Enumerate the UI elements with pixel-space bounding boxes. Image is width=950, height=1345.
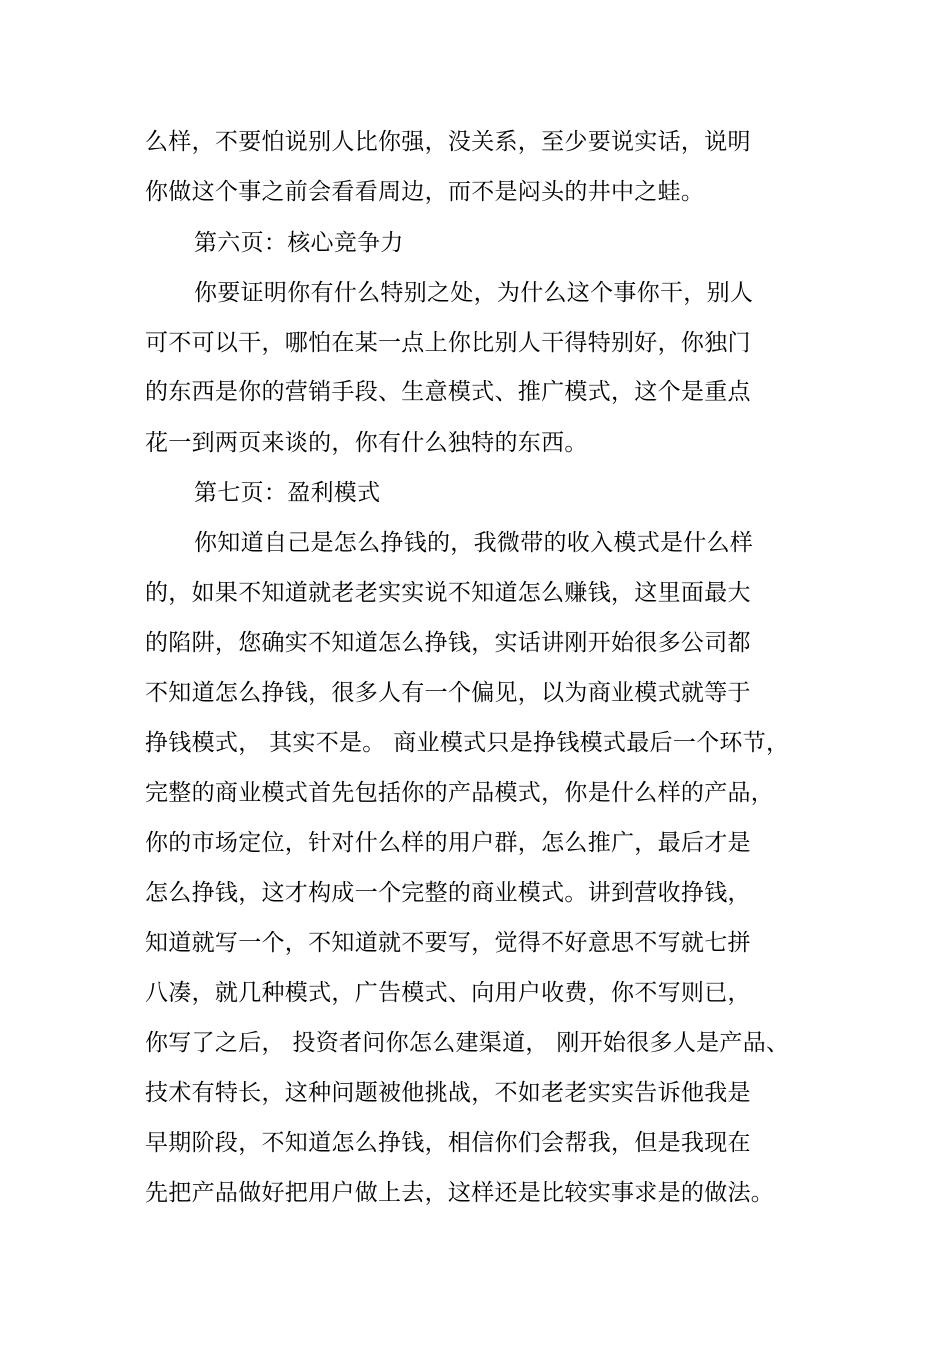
body-text-line: 你做这个事之前会看看周边，而不是闷头的井中之蛙。 xyxy=(145,179,705,205)
body-text-line: 可不可以干，哪怕在某一点上你比别人干得特别好，你独门 xyxy=(145,330,751,356)
body-text-line: 怎么挣钱，这才构成一个完整的商业模式。讲到营收挣钱， xyxy=(145,880,751,906)
section-heading: 第七页：盈利模式 xyxy=(194,480,381,506)
body-text-line: 么样，不要怕说别人比你强，没关系，至少要说实话，说明 xyxy=(145,129,751,155)
body-text-line: 先把产品做好把用户做上去，这样还是比较实事求是的做法。 xyxy=(145,1180,775,1206)
section-heading: 第六页：核心竞争力 xyxy=(194,230,404,256)
body-text-line: 技术有特长，这种问题被他挑战，不如老老实实告诉他我是 xyxy=(145,1080,751,1106)
body-text-line: 不知道怎么挣钱，很多人有一个偏见，以为商业模式就等于 xyxy=(145,680,751,706)
body-text-line: 知道就写一个，不知道就不要写，觉得不好意思不写就七拼 xyxy=(145,930,751,956)
body-text-line: 挣钱模式， 其实不是。 商业模式只是挣钱模式最后一个环节， xyxy=(145,730,790,756)
body-text-line: 你写了之后， 投资者问你怎么建渠道， 刚开始很多人是产品、 xyxy=(145,1030,790,1056)
body-text-line: 的，如果不知道就老老实实说不知道怎么赚钱，这里面最大 xyxy=(145,580,751,606)
body-text-line: 你的市场定位，针对什么样的用户群，怎么推广，最后才是 xyxy=(145,830,751,856)
body-text-line: 的东西是你的营销手段、生意模式、推广模式，这个是重点 xyxy=(145,379,751,405)
body-text-line: 你要证明你有什么特别之处，为什么这个事你干，别人 xyxy=(194,280,754,306)
body-text-line: 的陷阱，您确实不知道怎么挣钱，实话讲刚开始很多公司都 xyxy=(145,630,751,656)
body-text-line: 花一到两页来谈的，你有什么独特的东西。 xyxy=(145,430,588,456)
body-text-line: 八凑，就几种模式，广告模式、向用户收费，你不写则已， xyxy=(145,980,751,1006)
body-text-line: 完整的商业模式首先包括你的产品模式，你是什么样的产品， xyxy=(145,780,775,806)
body-text-line: 早期阶段，不知道怎么挣钱，相信你们会帮我，但是我现在 xyxy=(145,1130,751,1156)
body-text-line: 你知道自己是怎么挣钱的，我微带的收入模式是什么样 xyxy=(194,530,754,556)
